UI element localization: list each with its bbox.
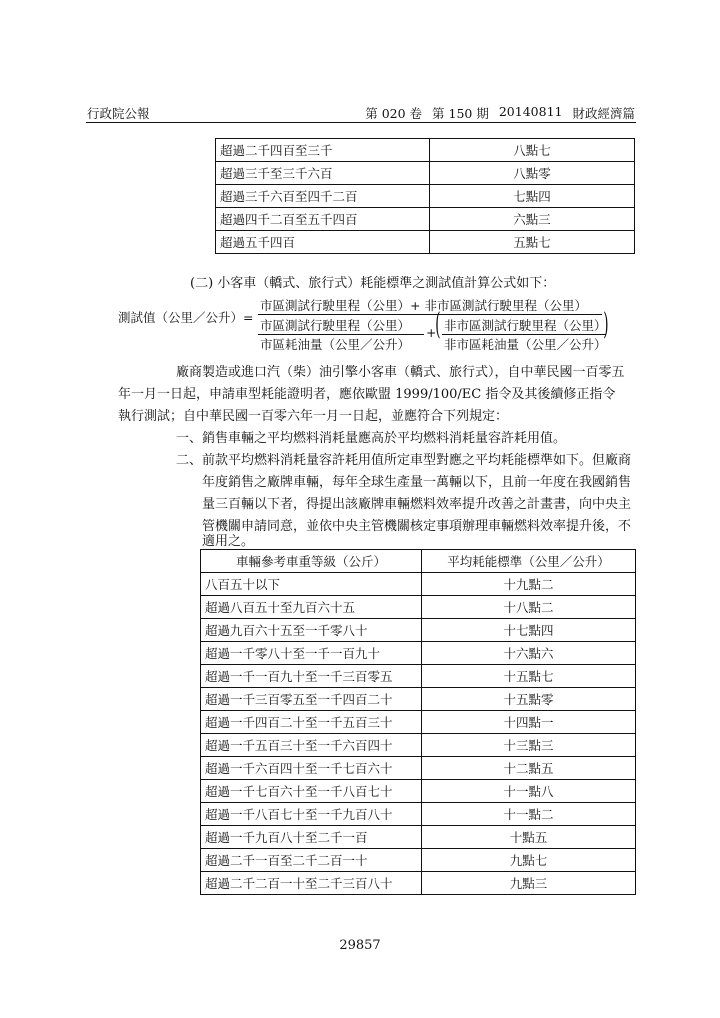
table-row (201, 688, 636, 711)
page-number: 29857 (339, 938, 381, 953)
paragraph-line: 適用之。 (202, 534, 255, 549)
formula-numerator: 市區測試行駛里程（公里）+ 非市區測試行駛里程（公里） (260, 298, 587, 313)
range-cell: 超過二千四百至三千 (216, 139, 430, 162)
range-cell: 超過一千九百八十至二千一百 (201, 826, 422, 849)
value-cell: 十一點二 (422, 803, 636, 826)
table-row (201, 573, 636, 596)
range-cell: 超過一千零八十至一千一百九十 (201, 642, 422, 665)
value-cell: 十七點四 (422, 619, 636, 642)
fraction2-numerator: 非市區測試行駛里程（公里） (444, 318, 607, 333)
range-cell: 超過四千二百至五千四百 (216, 208, 430, 231)
table-row (201, 596, 636, 619)
right-paren-icon: ) (603, 307, 609, 342)
value-cell: 十點五 (422, 826, 636, 849)
range-cell: 超過一千七百六十至一千八百七十 (201, 780, 422, 803)
date: 20140811 (498, 104, 563, 119)
range-cell: 超過三千至三千六百 (216, 162, 430, 185)
paragraph-line: 年一月一日起，申請車型耗能證明者，應依歐盟 1999/100/EC 指令及其後續修正指令 (118, 387, 616, 402)
main-fraction-bar (258, 314, 602, 315)
section: 財政經濟篇 (572, 106, 635, 121)
range-cell: 超過八百五十至九百六十五 (201, 596, 422, 619)
table-row (216, 231, 635, 254)
value-cell: 十五點七 (422, 665, 636, 688)
fraction1-numerator: 市區測試行駛里程（公里） (260, 318, 411, 333)
table-header-row (201, 550, 636, 573)
paragraph-line: 量三百輛以下者，得提出該廠牌車輛燃料效率提升改善之計畫書，向中央主 (202, 497, 632, 512)
header-info (365, 104, 635, 122)
table-row (216, 185, 635, 208)
column-header: 平均耗能標準（公里／公升） (422, 550, 636, 573)
range-cell: 超過一千六百四十至一千七百六十 (201, 757, 422, 780)
value-cell: 六點三 (430, 208, 635, 231)
plus-sign: + (426, 325, 437, 340)
value-cell: 八點七 (430, 139, 635, 162)
table-row (216, 162, 635, 185)
paragraph-line: 執行測試；自中華民國一百零六年一月一日起，並應符合下列規定： (118, 409, 509, 424)
value-cell: 十六點六 (422, 642, 636, 665)
value-cell: 十四點一 (422, 711, 636, 734)
volume: 第 020 卷 (365, 106, 423, 121)
range-cell: 超過五千四百 (216, 231, 430, 254)
table-row (201, 734, 636, 757)
table-row (201, 826, 636, 849)
range-cell: 超過九百六十五至一千零八十 (201, 619, 422, 642)
issue: 第 150 期 (432, 106, 489, 121)
value-cell: 七點四 (430, 185, 635, 208)
paragraph-line: 年度銷售之廠牌車輛，每年全球生產量一萬輛以下，且前一年度在我國銷售 (202, 475, 632, 490)
value-cell: 十八點二 (422, 596, 636, 619)
column-header: 車輛參考車重等級（公斤） (201, 550, 422, 573)
value-cell: 十九點二 (422, 573, 636, 596)
formula-lhs: 測試值（公里／公升）= (118, 310, 254, 325)
value-cell: 九點七 (422, 849, 636, 872)
range-cell: 超過一千五百三十至一千六百四十 (201, 734, 422, 757)
left-paren-icon: ( (435, 307, 441, 342)
table-row (201, 803, 636, 826)
header-rule (86, 122, 636, 123)
paragraph-line: 管機關申請同意，並依中央主管機關核定事項辦理車輛燃料效率提升後，不 (202, 519, 632, 534)
fraction2-denominator: 非市區耗油量（公里／公升） (444, 337, 607, 352)
page-header (87, 104, 635, 122)
table-row (201, 642, 636, 665)
table-row (201, 780, 636, 803)
formula (118, 296, 638, 356)
table-row (216, 139, 635, 162)
weight-standard-table (200, 549, 636, 895)
list-item-2: 二、前款平均燃料消耗量容許耗用值所定車型對應之平均耗能標準如下。但廠商 (176, 453, 632, 468)
fraction1-denominator: 市區耗油量（公里／公升） (260, 337, 411, 352)
table-row (201, 872, 636, 895)
paragraph-line: 廠商製造或進口汽（柴）油引擎小客車（轎式、旅行式），自中華民國一百零五 (176, 365, 625, 380)
table-row (201, 849, 636, 872)
value-cell: 十三點三 (422, 734, 636, 757)
table-row (201, 665, 636, 688)
list-item-1: 一、銷售車輛之平均燃料消耗量應高於平均燃料消耗量容許耗用值。 (176, 431, 567, 446)
table-row (201, 757, 636, 780)
range-cell: 超過二千二百一十至二千三百八十 (201, 872, 422, 895)
range-cell: 超過一千八百七十至一千九百八十 (201, 803, 422, 826)
section-heading: (二) 小客車（轎式、旅行式）耗能標準之測試值計算公式如下： (190, 276, 556, 291)
value-cell: 十二點五 (422, 757, 636, 780)
range-cell: 超過一千一百九十至一千三百零五 (201, 665, 422, 688)
range-cell: 超過一千三百零五至一千四百二十 (201, 688, 422, 711)
table-row (216, 208, 635, 231)
table-row (201, 711, 636, 734)
range-cell: 超過一千四百二十至一千五百三十 (201, 711, 422, 734)
table-row (201, 619, 636, 642)
value-cell: 十五點零 (422, 688, 636, 711)
value-cell: 十一點八 (422, 780, 636, 803)
range-cell: 八百五十以下 (201, 573, 422, 596)
value-cell: 八點零 (430, 162, 635, 185)
range-cell: 超過三千六百至四千二百 (216, 185, 430, 208)
weight-standard-table-continued (215, 138, 635, 254)
publication-title: 行政院公報 (87, 106, 150, 121)
value-cell: 九點三 (422, 872, 636, 895)
range-cell: 超過二千一百至二千二百一十 (201, 849, 422, 872)
value-cell: 五點七 (430, 231, 635, 254)
